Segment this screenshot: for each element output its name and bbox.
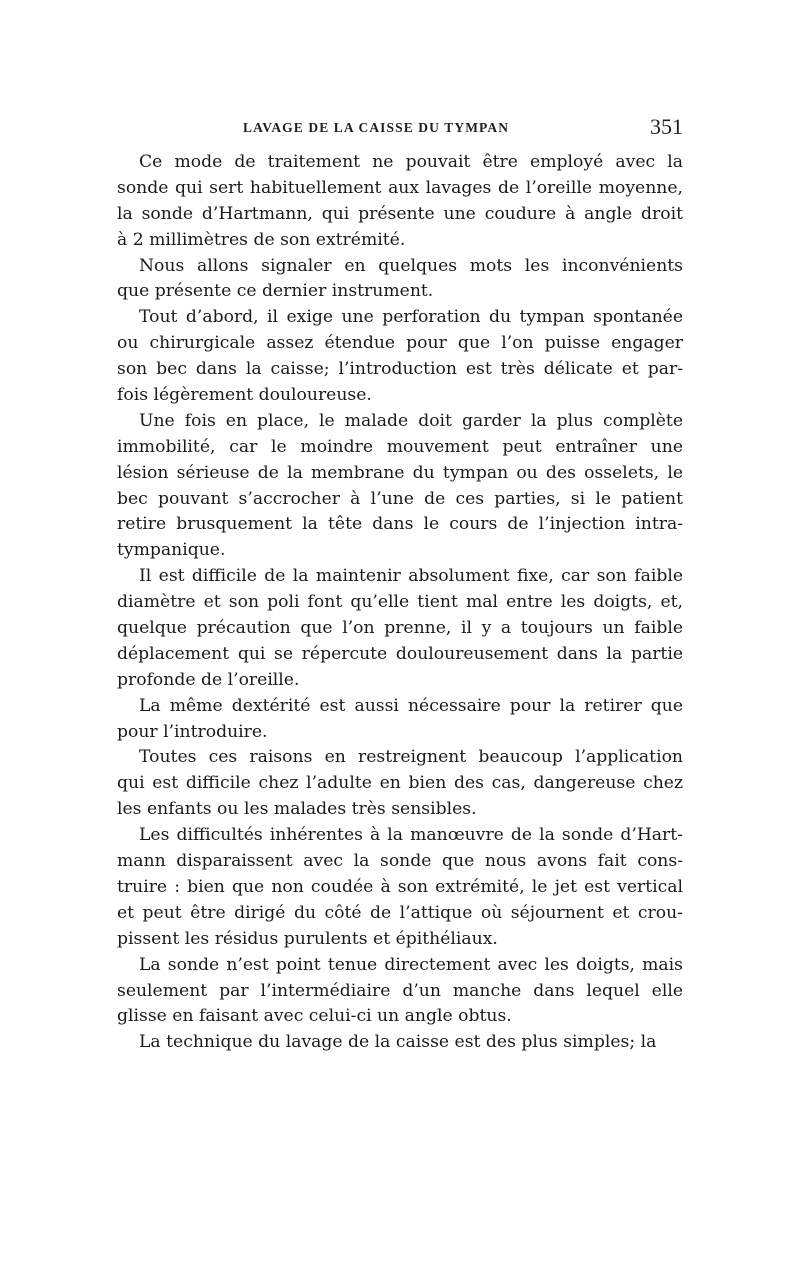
text-line: la sonde d’Hartmann, qui présente une coudure à angle droit [117,203,683,224]
paragraph [117,564,683,693]
text-line: truire : bien que non coudée à son extrémité, le jet est vertical [117,876,683,897]
text-line: tympanique. [117,540,226,561]
text-line: Tout d’abord, il exige une perforation du tympan spontanée [139,307,683,328]
text-line: lésion sérieuse de la membrane du tympan ou des osselets, le [117,462,683,483]
text-line: Il est difficile de la maintenir absolument fixe, car son faible [139,566,683,587]
text-line: déplacement qui se répercute douloureusement dans la partie [117,643,683,664]
body-text [117,150,683,1056]
text-line: pour l’introduire. [117,721,268,742]
text-line: Toutes ces raisons en restreignent beaucoup l’application [139,747,683,768]
text-line: Nous allons signaler en quelques mots les inconvénients [139,255,683,276]
text-line: immobilité, car le moindre mouvement peut entraîner une [117,436,683,457]
text-line: fois légèrement douloureuse. [117,385,372,406]
text-line: sonde qui sert habituellement aux lavages de l’oreille moyenne, [117,177,683,198]
text-line: seulement par l’intermédiaire d’un manche dans lequel elle [117,980,683,1001]
text-line: bec pouvant s’accrocher à l’une de ces parties, si le patient [117,488,683,509]
text-line: glisse en faisant avec celui-ci un angle obtus. [117,1006,512,1027]
paragraph [117,823,683,952]
paragraph [117,694,683,746]
paragraph [117,305,683,409]
paragraph [117,745,683,823]
text-line: mann disparaissent avec la sonde que nous avons fait cons- [117,851,683,872]
text-line: La sonde n’est point tenue directement avec les doigts, mais [139,954,683,975]
running-head [117,116,683,142]
text-line: à 2 millimètres de son extrémité. [117,229,406,250]
text-line: La même dextérité est aussi nécessaire pour la retirer que [139,695,683,716]
text-line: son bec dans la caisse; l’introduction est très délicate et par- [117,359,683,380]
paragraph [117,254,683,306]
text-line: que présente ce dernier instrument. [117,281,434,302]
text-line: Les difficultés inhérentes à la manœuvre de la sonde d’Hart- [139,825,683,846]
text-line: Une fois en place, le malade doit garder la plus complète [139,410,683,431]
text-line: profonde de l’oreille. [117,669,300,690]
text-line: qui est difficile chez l’adulte en bien des cas, dangereuse chez [117,773,683,794]
text-line: La technique du lavage de la caisse est des plus simples; la [139,1032,657,1053]
text-line: retire brusquement la tête dans le cours de l’injection intra- [117,514,683,535]
text-line: ou chirurgicale assez étendue pour que l’on puisse engager [117,333,683,354]
paragraph [117,953,683,1031]
text-line: diamètre et son poli font qu’elle tient mal entre les doigts, et, [117,592,683,613]
text-line: et peut être dirigé du côté de l’attique où séjournent et crou- [117,902,683,923]
paragraph [117,150,683,254]
paragraph [117,1030,683,1056]
text-line: quelque précaution que l’on prenne, il y a toujours un faible [117,618,683,639]
text-line: les enfants ou les malades très sensibles. [117,799,477,820]
text-line: Ce mode de traitement ne pouvait être employé avec la [139,152,683,172]
page-number: 351 [650,114,683,139]
running-title: LAVAGE DE LA CAISSE DU TYMPAN [243,120,510,135]
paragraph [117,409,683,564]
text-line: pissent les résidus purulents et épithéliaux. [117,928,498,949]
